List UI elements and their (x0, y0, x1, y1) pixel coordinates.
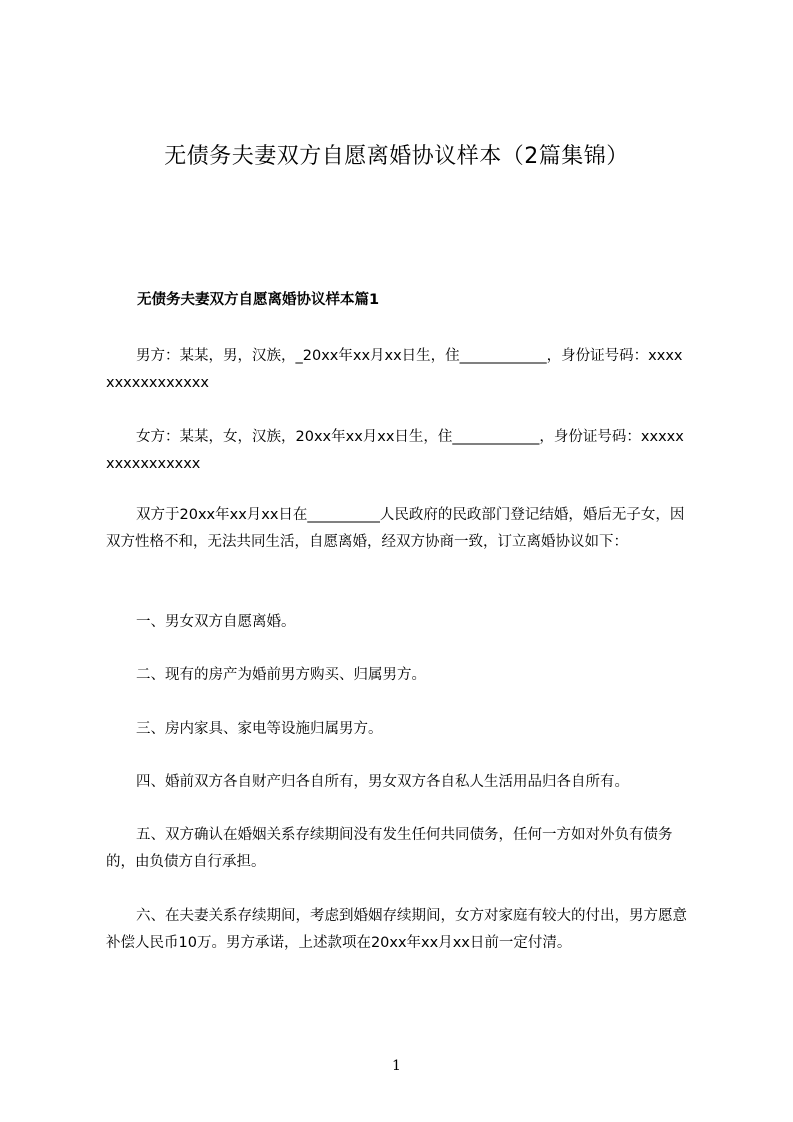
paragraph-female-party: 女方：某某，女，汉族，20xx年xx月xx日生，住____________，身份证号码：xxxxxxxxxxxxxxxx (106, 429, 684, 472)
clause-2: 二、现有的房产为婚前男方购买、归属男方。 (136, 667, 426, 683)
paragraph-male-party: 男方：某某，男，汉族，_20xx年xx月xx日生，住____________，身份证号码：xxxxxxxxxxxxxxxx (106, 348, 683, 391)
clause-3: 三、房内家具、家电等设施归属男方。 (136, 721, 383, 737)
clause-5: 五、双方确认在婚姻关系存续期间没有发生任何共同债务，任何一方如对外负有债务的，由负债方自行承担。 (106, 827, 673, 870)
clause-4: 四、婚前双方各自财产归各自所有，男女双方各自私人生活用品归各自所有。 (136, 774, 629, 790)
paragraph-marriage-intro: 双方于20xx年xx月xx日在__________人民政府的民政部门登记结婚，婚后无子女，因双方性格不和，无法共同生活，自愿离婚，经双方协商一致，订立离婚协议如下： (106, 507, 685, 550)
clause-1: 一、男女双方自愿离婚。 (136, 614, 296, 630)
page-number: 1 (392, 1058, 401, 1074)
clause-6: 六、在夫妻关系存续期间，考虑到婚姻存续期间，女方对家庭有较大的付出，男方愿意补偿人民币10万。男方承诺，上述款项在20xx年xx月xx日前一定付清。 (106, 908, 687, 951)
document-title: 无债务夫妻双方自愿离婚协议样本（2篇集锦） (164, 144, 629, 169)
section-heading: 无债务夫妻双方自愿离婚协议样本篇1 (137, 292, 380, 308)
